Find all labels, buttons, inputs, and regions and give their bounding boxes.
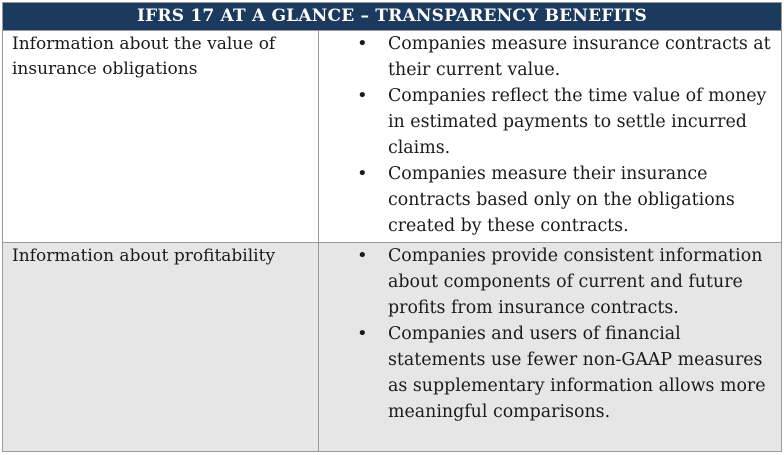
table-row (3, 31, 781, 243)
table-row (3, 243, 781, 451)
row-label-profitability: Information about profitability (3, 243, 319, 451)
bullet-item: • Companies and users of financial statements use fewer non-GAAP measures as supplementary information allows more meaningful comparisons. (319, 321, 777, 425)
bullet-item: • Companies measure their insurance contracts based only on the obligations created by these contracts. (319, 161, 777, 239)
row-label-value-obligations: Information about the value of insurance obligations (3, 31, 319, 242)
bullet-item: • Companies measure insurance contracts at their current value. (319, 31, 777, 83)
benefits-table (2, 2, 782, 452)
bullet-list (319, 243, 777, 425)
table-title: IFRS 17 AT A GLANCE – TRANSPARENCY BENEFITS (3, 3, 781, 31)
row-details-profitability (319, 243, 781, 451)
row-details-value-obligations (319, 31, 781, 242)
bullet-item: • Companies reflect the time value of money in estimated payments to settle incurred claims. (319, 83, 777, 161)
bullet-item: • Companies provide consistent information about components of current and future profits from insurance contracts. (319, 243, 777, 321)
bullet-list (319, 31, 777, 239)
